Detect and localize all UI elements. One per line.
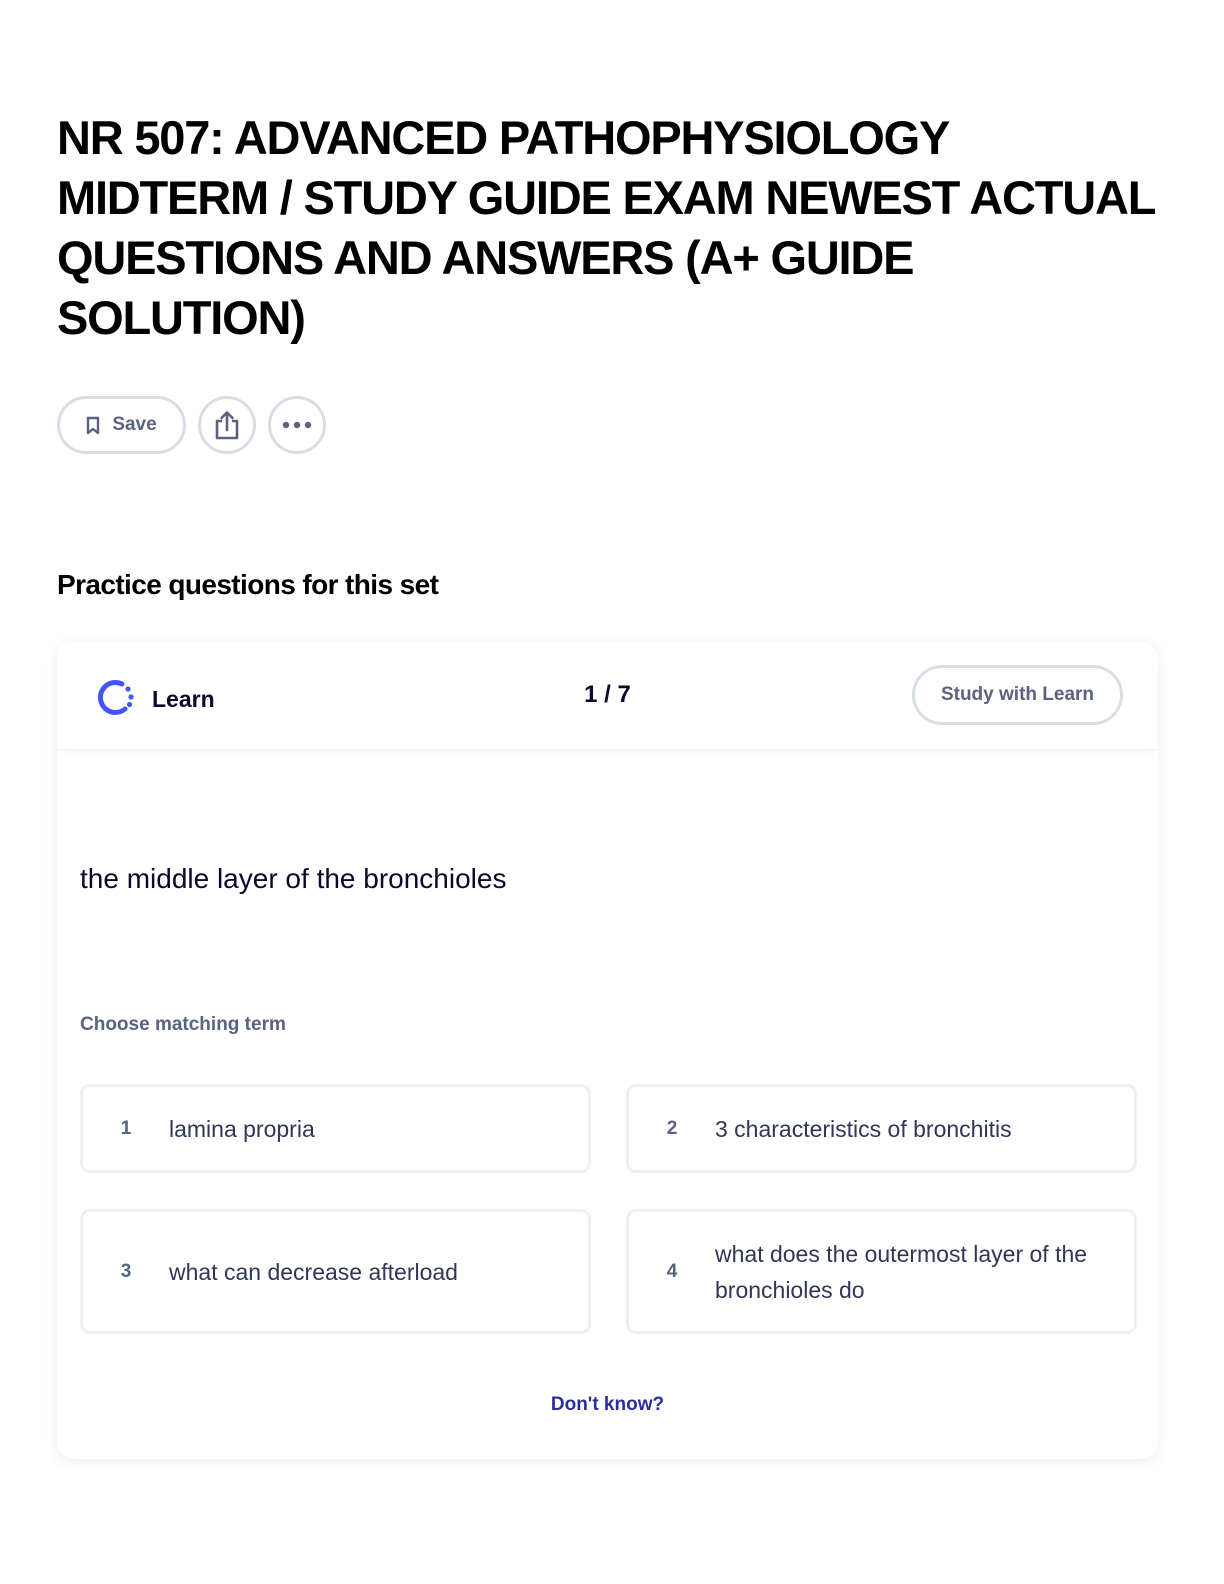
choose-matching-label: Choose matching term bbox=[80, 1014, 286, 1035]
option-number: 4 bbox=[666, 1260, 678, 1282]
option-number: 1 bbox=[120, 1117, 132, 1139]
question-progress: 1 / 7 bbox=[584, 681, 631, 708]
option-text: what can decrease afterload bbox=[169, 1258, 458, 1285]
option-text: lamina propria bbox=[169, 1115, 315, 1142]
answer-option-1[interactable] bbox=[80, 1084, 591, 1173]
share-button[interactable] bbox=[198, 396, 256, 454]
option-text: 3 characteristics of bronchitis bbox=[715, 1115, 1012, 1142]
learn-icon bbox=[94, 676, 136, 723]
more-icon bbox=[282, 421, 312, 429]
option-number: 3 bbox=[120, 1260, 132, 1282]
share-icon bbox=[214, 410, 240, 440]
dont-know-link[interactable]: Don't know? bbox=[550, 1394, 665, 1415]
practice-card-header bbox=[57, 641, 1158, 750]
bookmark-icon bbox=[86, 416, 100, 435]
practice-card bbox=[57, 641, 1158, 1459]
learn-brand bbox=[94, 676, 215, 723]
more-options-button[interactable] bbox=[268, 396, 326, 454]
answer-option-2[interactable] bbox=[626, 1084, 1137, 1173]
save-button-label: Save bbox=[112, 414, 157, 435]
set-title: NR 507: ADVANCED PATHOPHYSIOLOGY MIDTERM / STUDY GUIDE EXAM NEWEST ACTUAL QUESTIONS AND ANSWERS (A+ GUIDE SOLUTION) bbox=[57, 111, 1155, 344]
set-actions bbox=[57, 396, 326, 454]
answer-option-4[interactable] bbox=[626, 1209, 1137, 1334]
learn-mode-label: Learn bbox=[152, 686, 215, 712]
option-text: what does the outermost layer of the bronchioles do bbox=[715, 1240, 1088, 1303]
practice-heading: Practice questions for this set bbox=[57, 569, 439, 600]
question-prompt: the middle layer of the bronchioles bbox=[80, 863, 507, 894]
study-with-learn-button[interactable]: Study with Learn bbox=[912, 665, 1123, 725]
option-number: 2 bbox=[666, 1117, 678, 1139]
answer-option-3[interactable] bbox=[80, 1209, 591, 1334]
save-button[interactable] bbox=[57, 396, 186, 454]
